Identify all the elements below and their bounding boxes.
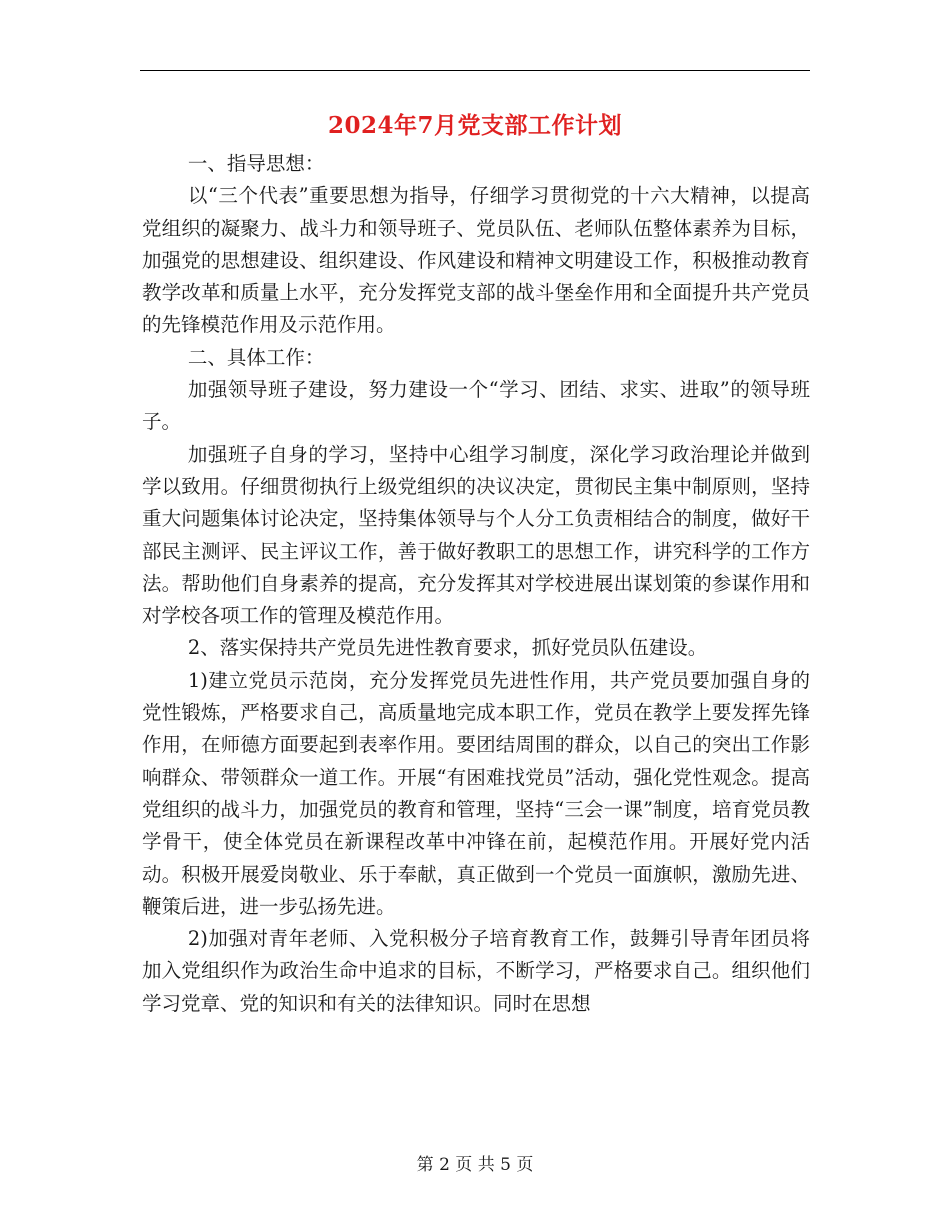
paragraph-leadership-building: 加强领导班子建设，努力建设一个“学习、团结、求实、进取”的领导班子。 — [142, 378, 810, 434]
heading-specific-work: 二、具体工作： — [187, 345, 325, 369]
paragraph-guiding-ideology: 以“三个代表”重要思想为指导，仔细学习贯彻党的十六大精神，以提高党组织的凝聚力、战斗力和领导班子、党员队伍、老师队伍整体素养为目标，加强党的思想建设、组织建设、作风建设和精神文明建设工作，积极推动教育教学改革和质量上水平，充分发挥党支部的战斗堡垒作用和全面提升共产党员的先锋模范作用及示范作用。 — [142, 184, 810, 337]
document-body — [142, 148, 810, 1020]
page-number-footer: 第 2 页 共 5 页 — [416, 1155, 534, 1175]
heading-guiding-ideology: 一、指导思想： — [187, 152, 325, 175]
paragraph-item-2-2: 2)加强对青年老师、入党积极分子培育教育工作，鼓舞引导青年团员将加入党组织作为政治生命中追求的目标，不断学习，严格要求自己。组织他们学习党章、党的知识和有关的法律知识。同时在思想 — [142, 927, 810, 1015]
paragraph-item-2: 2、落实保持共产党员先进性教育要求，抓好党员队伍建设。 — [187, 636, 708, 660]
paragraph-team-study: 加强班子自身的学习，坚持中心组学习制度，深化学习政治理论并做到学以致用。仔细贯彻执行上级党组织的决议决定，贯彻民主集中制原则，坚持重大问题集体讨论决定，坚持集体领导与个人分工负责相结合的制度，做好干部民主测评、民主评议工作，善于做好教职工的思想工作，讲究科学的工作方法。帮助他们自身素养的提高，充分发挥其对学校进展出谋划策的参谋作用和对学校各项工作的管理及模范作用。 — [142, 442, 810, 628]
document-title: 2024年7月党支部工作计划 — [327, 112, 623, 139]
header-rule — [140, 70, 810, 71]
paragraph-item-2-1: 1)建立党员示范岗，充分发挥党员先进性作用，共产党员要加强自身的党性锻炼，严格要求自己，高质量地完成本职工作，党员在教学上要发挥先锋作用，在师德方面要起到表率作用。要团结周围的群众，以自己的突出工作影响群众、带领群众一道工作。开展“有困难找党员”活动，强化党性观念。提高党组织的战斗力，加强党员的教育和管理，坚持“三会一课”制度，培育党员教学骨干，使全体党员在新课程改革中冲锋在前，起模范作用。开展好党内活动。积极开展爱岗敬业、乐于奉献，真正做到一个党员一面旗帜，激励先进、鞭策后进，进一步弘扬先进。 — [142, 668, 810, 918]
